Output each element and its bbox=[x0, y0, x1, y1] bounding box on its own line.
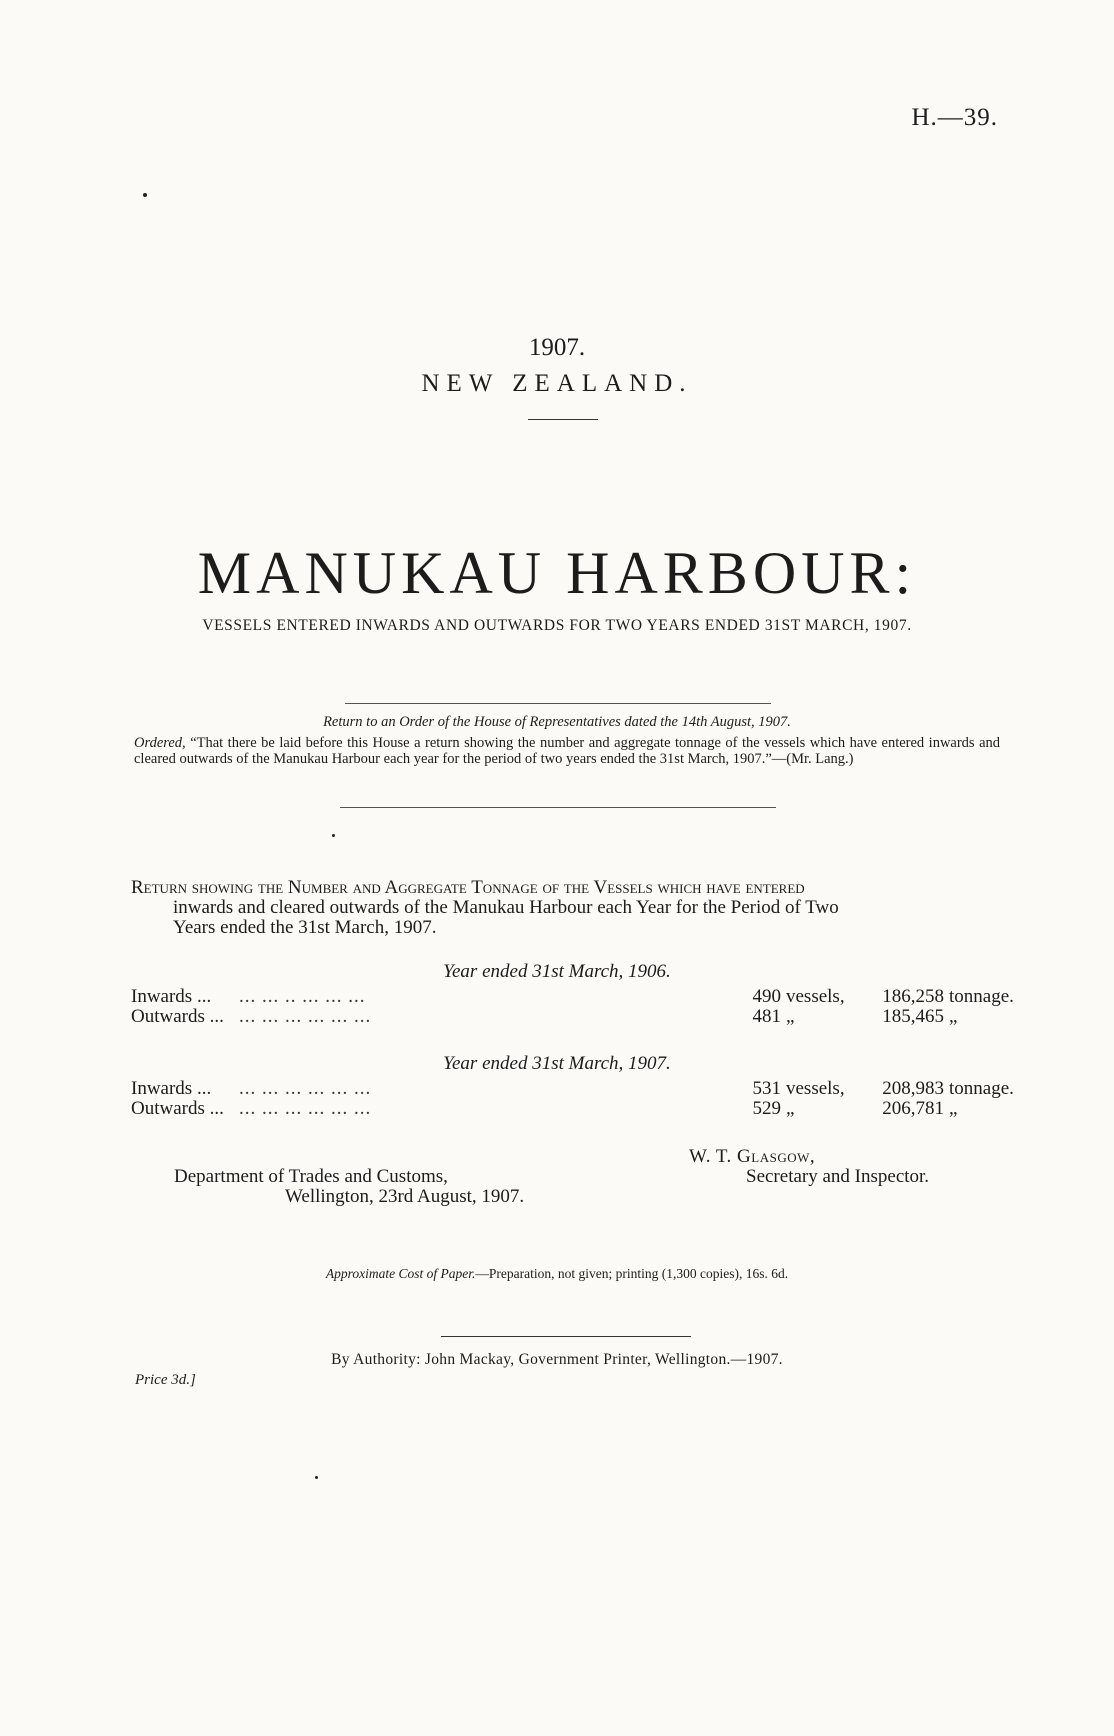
ordered-label: Ordered, bbox=[134, 735, 186, 751]
vessels-unit: vessels, bbox=[786, 986, 845, 1007]
page-subtitle: VESSELS ENTERED INWARDS AND OUTWARDS FOR TWO YEARS ENDED 31ST MARCH, 1907. bbox=[202, 617, 912, 634]
row-label: Outwards ... bbox=[131, 1006, 224, 1027]
vessels-count: 531 bbox=[752, 1078, 781, 1099]
price-note: Price 3d.] bbox=[135, 1372, 196, 1388]
table-row bbox=[131, 986, 1014, 1008]
row-label: Inwards ... bbox=[131, 1078, 212, 1099]
tonnage-value: 186,258 bbox=[882, 986, 944, 1007]
print-speck bbox=[332, 834, 335, 837]
print-speck bbox=[315, 1476, 318, 1479]
page-title: MANUKAU HARBOUR: bbox=[197, 540, 917, 606]
leader-dots: ... ... ... ... ... ... bbox=[239, 1006, 372, 1027]
order-header: Return to an Order of the House of Representatives dated the 14th August, 1907. bbox=[323, 714, 791, 730]
signatory-title: Secretary and Inspector. bbox=[746, 1166, 930, 1187]
vessels-unit: „ bbox=[786, 1098, 795, 1119]
return-line-1: Return showing the Number and Aggregate Tonnage of the Vessels which have entered bbox=[131, 877, 805, 898]
print-speck bbox=[143, 193, 147, 197]
divider bbox=[345, 703, 771, 704]
cost-text: —Preparation, not given; printing (1,300 copies), 16s. 6d. bbox=[475, 1266, 789, 1281]
row-label: Inwards ... bbox=[131, 986, 212, 1007]
return-line-2: inwards and cleared outwards of the Manukau Harbour each Year for the Period of Two bbox=[173, 897, 839, 918]
row-label: Outwards ... bbox=[131, 1098, 224, 1119]
paper-reference: H.—39. bbox=[911, 104, 998, 131]
department-location-date: Wellington, 23rd August, 1907. bbox=[285, 1186, 525, 1207]
divider bbox=[441, 1336, 691, 1337]
cost-label: Approximate Cost of Paper. bbox=[325, 1266, 476, 1281]
order-body bbox=[134, 735, 1000, 767]
signatory-name: W. T. Glasgow, bbox=[689, 1146, 816, 1167]
tonnage-unit: „ bbox=[949, 1006, 958, 1027]
tonnage-unit: „ bbox=[949, 1098, 958, 1119]
department-name: Department of Trades and Customs, bbox=[174, 1166, 448, 1187]
masthead-year: 1907. bbox=[528, 334, 586, 361]
table-row bbox=[131, 1006, 1011, 1028]
tonnage-value: 208,983 bbox=[882, 1078, 944, 1099]
vessels-unit: vessels, bbox=[786, 1078, 845, 1099]
divider bbox=[528, 419, 598, 420]
cost-note bbox=[0, 1266, 1114, 1282]
tonnage-unit: tonnage. bbox=[949, 1078, 1014, 1099]
vessels-count: 490 bbox=[752, 986, 781, 1007]
table-heading-1906: Year ended 31st March, 1906. bbox=[443, 961, 671, 982]
tonnage-value: 185,465 bbox=[882, 1006, 944, 1027]
tonnage-value: 206,781 bbox=[882, 1098, 944, 1119]
return-line-3: Years ended the 31st March, 1907. bbox=[173, 917, 437, 938]
vessels-unit: „ bbox=[786, 1006, 795, 1027]
vessels-count: 481 bbox=[752, 1006, 781, 1027]
leader-dots: ... ... ... ... ... ... bbox=[239, 1078, 372, 1099]
table-row bbox=[131, 1098, 1011, 1120]
return-paragraph bbox=[131, 878, 1003, 938]
divider bbox=[340, 807, 776, 808]
printer-imprint: By Authority: John Mackay, Government Printer, Wellington.—1907. bbox=[331, 1351, 783, 1368]
leader-dots: ... ... ... ... ... ... bbox=[239, 1098, 372, 1119]
tonnage-unit: tonnage. bbox=[949, 986, 1014, 1007]
leader-dots: ... ... .. ... ... ... bbox=[239, 986, 366, 1007]
masthead-country: NEW ZEALAND. bbox=[421, 370, 693, 397]
table-row bbox=[131, 1078, 1014, 1100]
ordered-text: “That there be laid before this House a return showing the number and aggregate tonnage of the vessels which have entered inwards and cleared outwards of the Manukau Harbour each year for the period of two years ended the 31st March, 1907.”—(Mr. Lang.) bbox=[134, 735, 1001, 767]
table-heading-1907: Year ended 31st March, 1907. bbox=[443, 1053, 671, 1074]
vessels-count: 529 bbox=[752, 1098, 781, 1119]
